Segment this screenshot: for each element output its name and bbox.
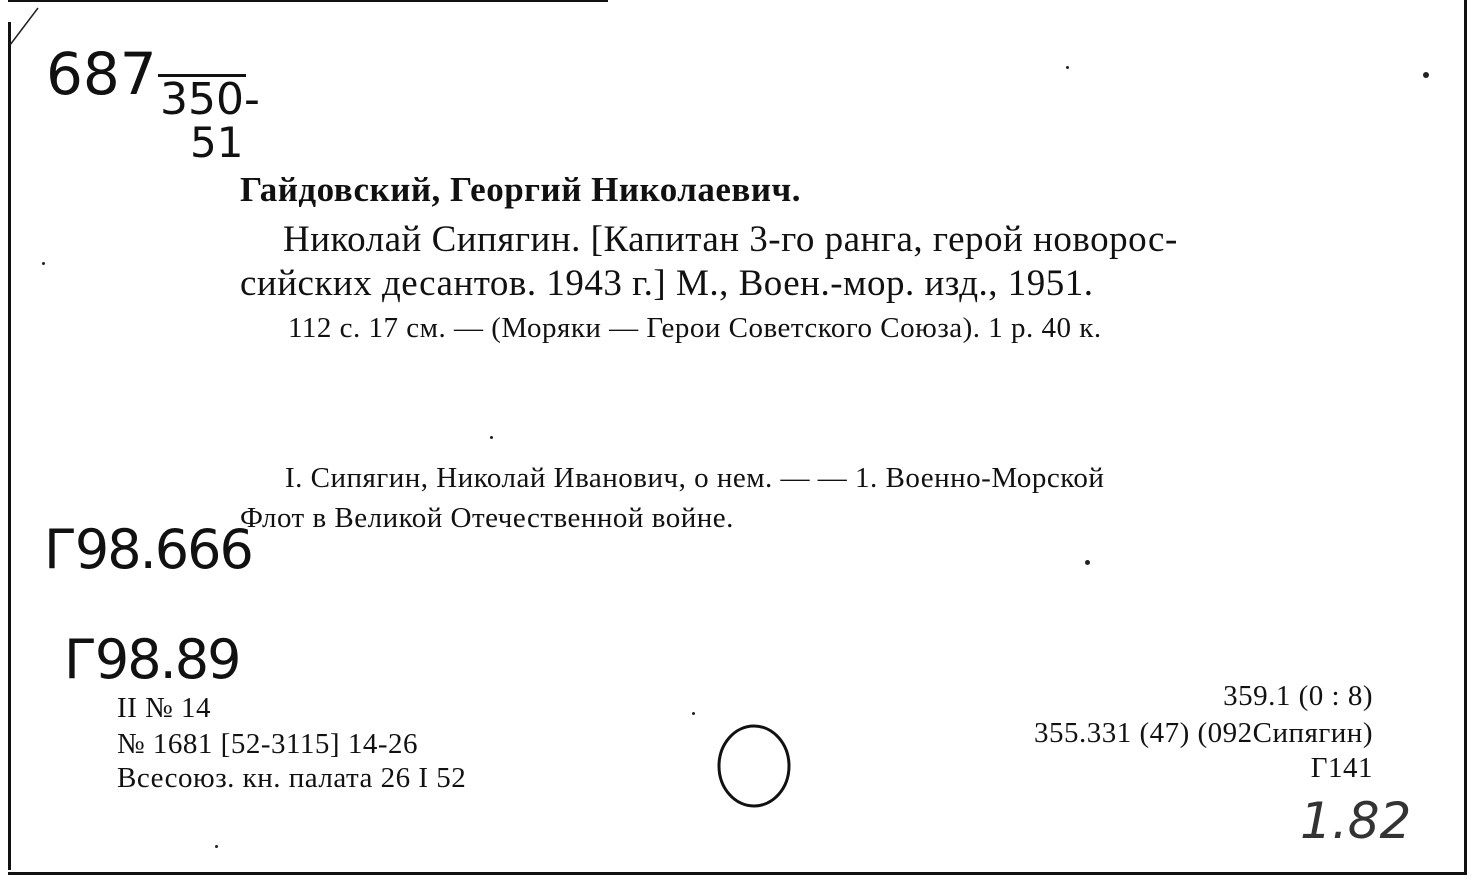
footer-left-line-1: II № 14 [117, 692, 211, 724]
scan-speck [490, 436, 493, 439]
footer-right-line-2: 355.331 (47) (092Сипягин) [1033, 717, 1373, 749]
footer-right-line-3: Г141 [1310, 752, 1373, 784]
class-mark-1: Г98.666 [44, 518, 252, 581]
collation-line: 112 с. 17 см. — (Моряки — Герои Советского Союза). 1 р. 40 к. [288, 312, 1102, 344]
scan-speck [1423, 72, 1429, 78]
bottom-right-note: 1.82 [1300, 792, 1412, 850]
scan-speck [692, 712, 695, 715]
footer-left-line-3: Всесоюз. кн. палата 26 I 52 [117, 762, 467, 794]
card-left-edge [8, 22, 11, 870]
scan-speck [215, 845, 218, 848]
footer-left-line-2: № 1681 [52-3115] 14-26 [117, 728, 418, 760]
subject-line-2: Флот в Великой Отечественной войне. [240, 502, 734, 534]
class-mark-2: Г98.89 [64, 628, 240, 691]
footer-right-line-1: 359.1 (0 : 8) [1223, 680, 1373, 712]
author-heading: Гайдовский, Георгий Николаевич. [240, 170, 801, 209]
scan-speck [1085, 560, 1090, 565]
shelf-mark-main: 687 [46, 40, 157, 108]
punch-hole-icon [712, 718, 802, 814]
card-top-edge [8, 0, 608, 2]
card-right-edge [1464, 0, 1467, 875]
title-line-1: Николай Сипягин. [Капитан 3-го ранга, герой новорос- [283, 219, 1178, 260]
title-line-2: сийских десантов. 1943 г.] М., Воен.-мор. изд., 1951. [240, 263, 1094, 304]
shelf-mark-fraction-bottom: 51 [190, 118, 244, 167]
scan-speck [42, 262, 45, 265]
shelf-mark-fraction-top: 350- [160, 74, 260, 125]
card-bottom-edge [8, 872, 1464, 875]
subject-line-1: I. Сипягин, Николай Иванович, о нем. — — 1. Военно-Морской [285, 462, 1105, 494]
scan-speck [1066, 66, 1069, 69]
